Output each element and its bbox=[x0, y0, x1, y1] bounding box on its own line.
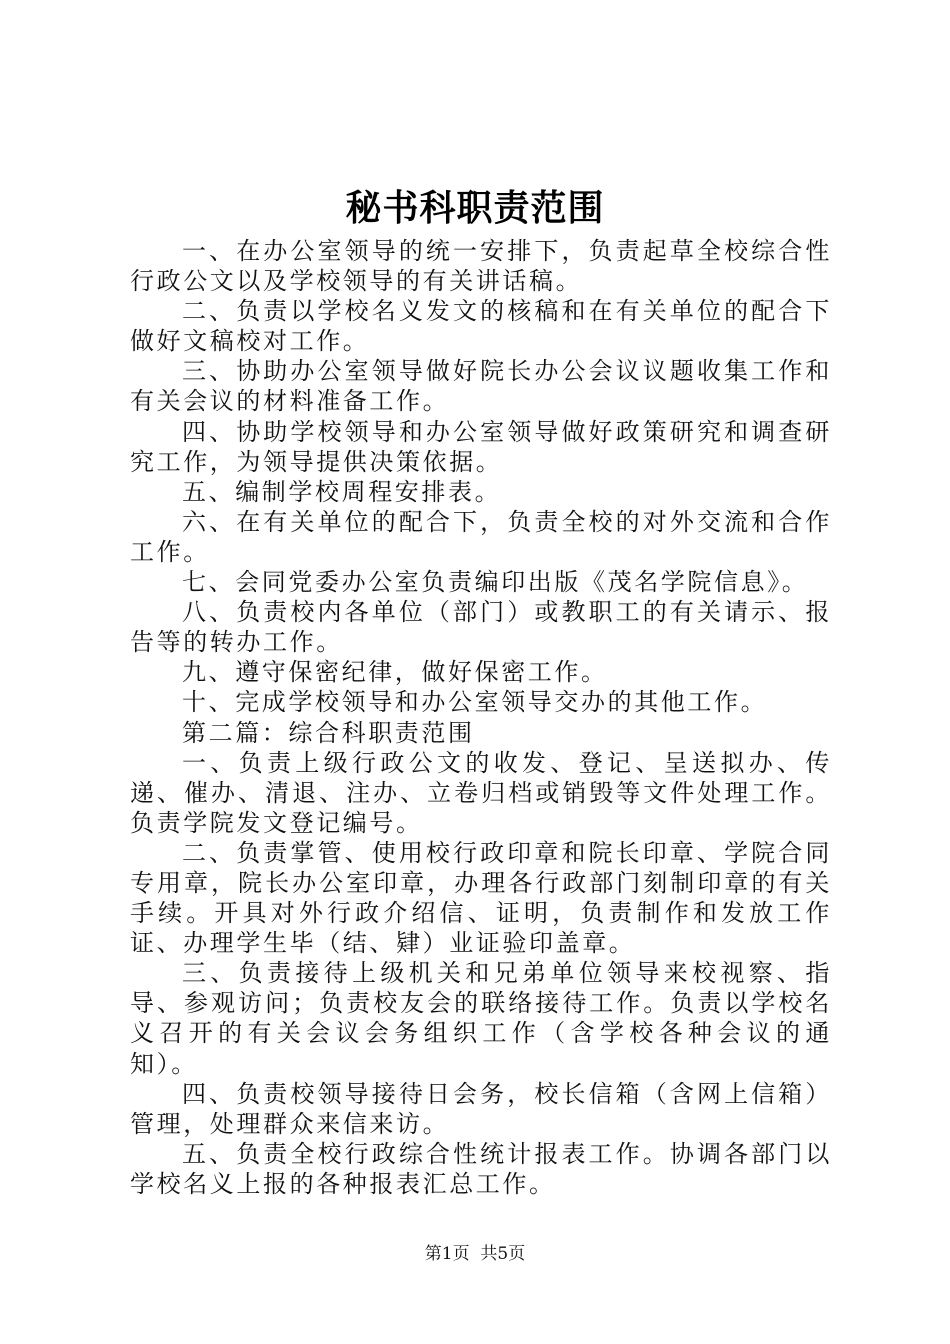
paragraph-4: 四、协助学校领导和办公室领导做好政策研究和调查研究工作，为领导提供决策依据。 bbox=[130, 417, 832, 476]
paragraph-15: 四、负责校领导接待日会务，校长信箱（含网上信箱）管理，处理群众来信来访。 bbox=[130, 1079, 832, 1138]
paragraph-13: 二、负责掌管、使用校行政印章和院长印章、学院合同专用章，院长办公室印章，办理各行政部门刻制印章的有关手续。开具对外行政介绍信、证明，负责制作和发放工作证、办理学生毕（结、肄）业证验印盖章。 bbox=[130, 838, 832, 958]
paragraph-12: 一、负责上级行政公文的收发、登记、呈送拟办、传递、催办、清退、注办、立卷归档或销毁等文件处理工作。负责学院发文登记编号。 bbox=[130, 748, 832, 837]
paragraph-14: 三、负责接待上级机关和兄弟单位领导来校视察、指导、参观访问；负责校友会的联络接待工作。负责以学校名义召开的有关会议会务组织工作（含学校各种会议的通知）。 bbox=[130, 959, 832, 1078]
paragraph-8: 八、负责校内各单位（部门）或教职工的有关请示、报告等的转办工作。 bbox=[130, 598, 832, 657]
document-body bbox=[130, 236, 832, 1199]
paragraph-5: 五、编制学校周程安排表。 bbox=[182, 477, 502, 506]
paragraph-9: 九、遵守保密纪律，做好保密工作。 bbox=[182, 658, 608, 687]
page-number-footer: 第1页 共5页 bbox=[424, 1244, 526, 1264]
paragraph-1: 一、在办公室领导的统一安排下，负责起草全校综合性行政公文以及学校领导的有关讲话稿。 bbox=[130, 237, 832, 296]
paragraph-2: 二、负责以学校名义发文的核稿和在有关单位的配合下做好文稿校对工作。 bbox=[130, 297, 832, 356]
paragraph-7: 七、会同党委办公室负责编印出版《茂名学院信息》。 bbox=[182, 568, 809, 597]
paragraph-6: 六、在有关单位的配合下，负责全校的对外交流和合作工作。 bbox=[130, 507, 832, 566]
paragraph-16: 五、负责全校行政综合性统计报表工作。协调各部门以学校名义上报的各种报表汇总工作。 bbox=[130, 1139, 832, 1198]
document-title: 秘书科职责范围 bbox=[345, 187, 605, 229]
paragraph-10: 十、完成学校领导和办公室领导交办的其他工作。 bbox=[182, 688, 768, 717]
section-heading: 第二篇：综合科职责范围 bbox=[182, 718, 475, 747]
paragraph-3: 三、协助办公室领导做好院长办公会议议题收集工作和有关会议的材料准备工作。 bbox=[130, 357, 832, 416]
